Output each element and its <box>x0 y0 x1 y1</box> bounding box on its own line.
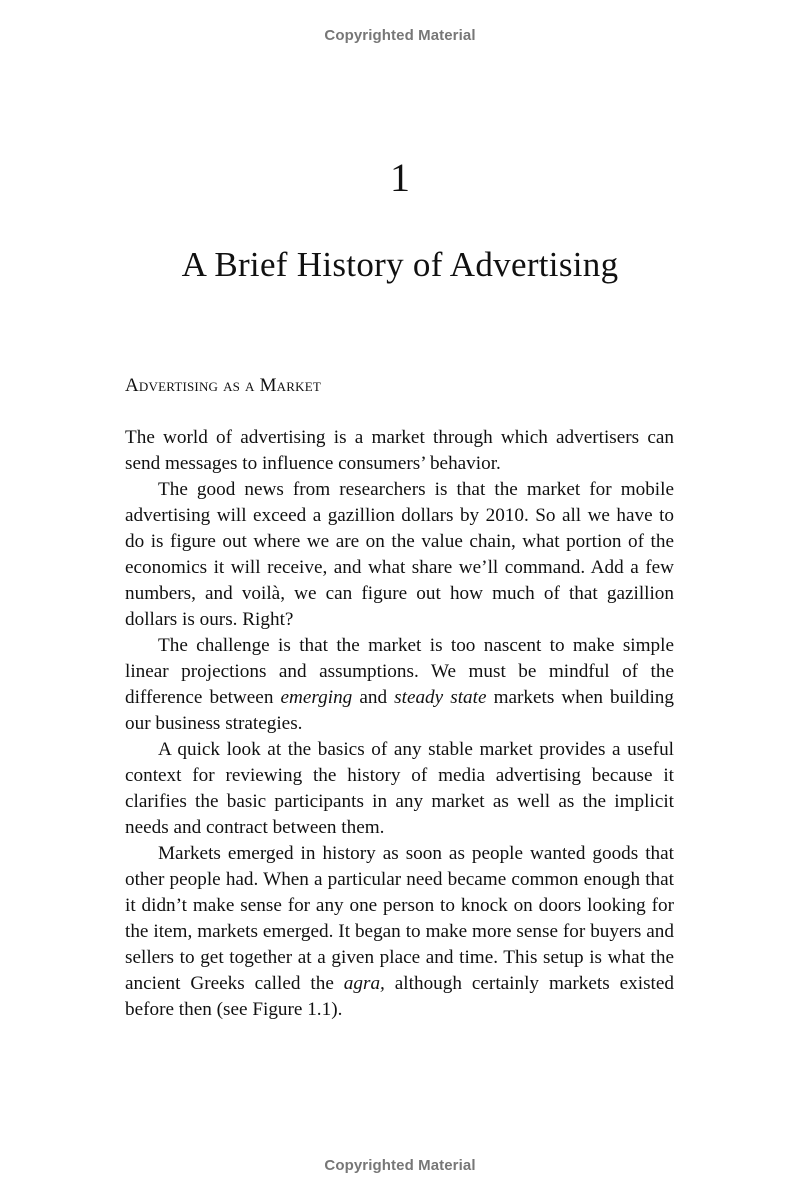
copyright-watermark-top: Copyrighted Material <box>324 27 476 44</box>
chapter-number: 1 <box>390 155 410 200</box>
copyright-watermark-bottom: Copyrighted Material <box>324 1157 476 1174</box>
paragraph: The good news from researchers is that the market for mobile advertising will exceed a gazillion dollars by 2010. So all we have to do is figure out where we are on the value chain, what portion of the economics it will receive, and what share we’ll command. Add a few numbers, and voilà, we can figure out how much of that gazillion dollars is ours. Right? <box>125 479 674 630</box>
emphasis-term: emerging <box>280 687 353 708</box>
section-heading: Advertising as a Market <box>125 375 322 396</box>
paragraph: The challenge is that the market is too nascent to make simple linear projections and assumptions. We must be mindful of the difference between emerging and steady state markets when building our business strategies. <box>125 635 674 734</box>
paragraph: A quick look at the basics of any stable market provides a useful context for reviewing the history of media advertising because it clarifies the basic participants in any market as well as the implicit needs and contract between them. <box>125 739 674 838</box>
emphasis-term: steady state <box>394 687 487 708</box>
paragraph: The world of advertising is a market through which advertisers can send messages to influence consumers’ behavior. <box>125 427 674 474</box>
emphasis-term: agra, <box>343 973 385 994</box>
paragraph: Markets emerged in history as soon as people wanted goods that other people had. When a particular need became common enough that it didn’t make sense for any one person to knock on doors looking for the item, markets emerged. It began to make more sense for buyers and sellers to get together at a given place and time. This setup is what the ancient Greeks called the agra, although certainly markets existed before then (see Figure 1.1). <box>125 843 675 1020</box>
chapter-title: A Brief History of Advertising <box>181 245 619 284</box>
body-text <box>125 425 674 1023</box>
